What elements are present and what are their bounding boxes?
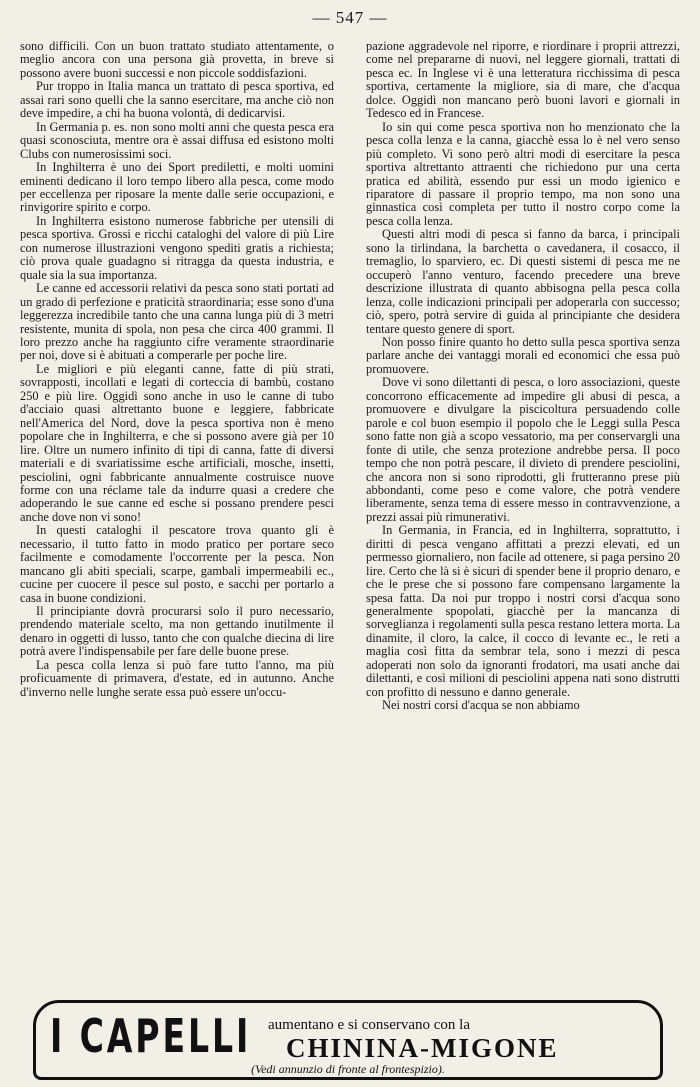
paragraph: Le canne ed accessorii relativi da pesca sono stati portati ad un grado di perfezione e praticità straordinaria; esse sono d'una leggerezza incredibile tanto che una canna lunga più di 3 metri resistente, munita di spola, non pesa che circa 400 grammi. Il loro prezzo anche ha raggiunto cifre veramente straordinarie per noi, dove si è abituati a comperarle per poche lire. [20,281,334,363]
left-column [20,40,334,980]
right-column [366,40,680,980]
paragraph: Pur troppo in Italia manca un trattato di pesca sportiva, ed assai rari sono quelli che la sanno esercitare, ma anche ciò non deve impedire, a chi ha buona volontà, di dedicarvisi. [20,79,334,121]
ad-footnote: (Vedi annunzio di fronte al frontespizio). [251,1062,445,1076]
paragraph: In Inghilterra è uno dei Sport prediletti, e molti uomini eminenti dedicano il loro tempo libero alla pesca, come modo per eccellenza per riposare la mente dalle serie occupazioni, e rinvigorire spirito e corpo. [20,160,334,215]
ad-tagline: aumentano e si conservano con la [268,1017,471,1033]
paragraph: Dove vi sono dilettanti di pesca, o loro associazioni, queste concorrono efficacemente ad impedire gli abusi di pesca, a promuovere e divulgare la piscicoltura persuadendo colle parole e col buon esempio il popolo che le Leggi sulla Pesca sono fatte non già a scopo vessatorio, ma per conservargli una fonte di utile, che senza protezione andrebbe persa. Il poco tempo che non potrà pescare, il divieto di prendere pesciolini, che ancora non si sono riprodotti, gli frutteranno prese più abbondanti, come peso e come valore, che potrà vendere liberamente, senza tema di essere messo in contravvenzione, a prezzi assai più rimunerativi. [366,375,680,524]
paragraph: Non posso finire quanto ho detto sulla pesca sportiva senza parlare anche dei vantaggi morali ed economici che essa può promuovere. [366,334,680,376]
article-body [20,40,680,980]
paragraph: Nei nostri corsi d'acqua se non abbiamo [382,698,580,713]
paragraph: In Inghilterra esistono numerose fabbriche per utensili di pesca sportiva. Grossi e ricchi cataloghi del valore di più Lire con numerose illustrazioni vengono spediti gratis a richiesta; ciò prova quale guadagno si ritragga da questa industria, e quale sia la sua importanza. [20,213,334,282]
advertisement-banner [33,1000,663,1080]
paragraph: Io sin qui come pesca sportiva non ho menzionato che la pesca colla lenza e la canna, giacchè essa lo è nel vero senso più completo. Vi sono però altri modi di esercitare la pesca sportiva altrettanto attraenti che richiedono pur una certa pratica ed abilità, essendo pur essi un modo igienico e riparatore di passare il proprio tempo, ma non sono una ginnastica così completa per tutto il nostro corpo come la pesca colla lenza. [366,119,680,228]
paragraph: Il principiante dovrà procurarsi solo il puro necessario, prendendo materiale scelto, ma non gettando inutilmente il denaro in oggetti di lusso, tanto che con qualche diecina di lire potrà avere l'indispensabile per fare delle buone prese. [20,604,334,659]
paragraph: pazione aggradevole nel riporre, e riordinare i proprii attrezzi, come nel prepararne di nuovi, nel leggere giornali, trattati di pesca ec. In Inglese vi è una letteratura ricchissima di pesca sportiva, certamente la migliore, sia di mare, che d'acqua dolce. Oggidì non mancano però buoni lavori e giornali in Tedesco ed in Francese. [366,40,680,121]
paragraph: In questi cataloghi il pescatore trova quanto gli è necessario, il tutto fatto in modo pratico per portare seco facilmente e comodamente l'occorrente per la pesca. Non mancano gli abiti speciali, scarpe, gambali impermeabili ec., cucine per cuocere il pesce sul posto, e sacchi per portarlo a casa in buone condizioni. [20,523,334,605]
paragraph: Questi altri modi di pesca si fanno da barca, i principali sono la tirlindana, la barchetta o cavedanera, il cosacco, il tremaglio, lo sparviero, ec. Di questi sistemi di pesca me ne occuperò l'anno venturo, facendo precedere una breve descrizione illustrata di quanto abbisogna pella pesca colla lenza, colle indicazioni principali per adoperarla con successo; ciò, spero, potrà servire di guida al principiante che desidera tentare questo genere di sport. [366,227,680,336]
paragraph: sono difficili. Con un buon trattato studiato attentamente, o meglio ancora con una persona già provetta, in breve si possono avere buoni successi e non piccole soddisfazioni. [20,40,334,80]
ad-product-name: CHININA-MIGONE [286,1033,559,1063]
paragraph: In Germania p. es. non sono molti anni che questa pesca era quasi sconosciuta, mentre ora è assai diffusa ed esistono molti Clubs con numerosissimi soci. [20,119,334,161]
page-number: — 547 — [312,8,388,27]
ad-brand: I CAPELLI [50,1009,252,1063]
paragraph: In Germania, in Francia, ed in Inghilterra, soprattutto, i diritti di pesca vengano affittati a prezzi elevati, ed un permesso giornaliero, non facile ad ottenere, si paga persino 20 lire. Certo che là si è sicuri di spender bene il proprio denaro, e che le prese che si possono fare compensano largamente la spesa fatta. Da noi pur troppo i nostri corsi d'acqua sono generalmente spopolati, giacchè per la mancanza di sorveglianza i regolamenti sulla pesca restano lettera morta. La dinamite, il cloro, la calce, il cocco di levante ec., le reti a maglia così fitta da sembrar tela, sono i mezzi di pesca adoperati non solo da ignoranti frodatori, ma usati anche dai dilettanti, e così milioni di pesciolini appena nati sono distrutti con profitto di nessuno e danno generale. [366,523,680,699]
paragraph: La pesca colla lenza si può fare tutto l'anno, ma più proficuamente di primavera, d'estate, ed in autunno. Anche d'inverno nelle lunghe serate essa può essere un'occu- [20,657,334,699]
paragraph: Le migliori e più eleganti canne, fatte di più strati, sovrapposti, incollati e legati di corteccia di bambù, costano 250 e più lire. Oggidì sono anche in uso le canne di tubo d'acciaio quasi altrettanto buone e leggiere, fabbricate nell'America del Nord, dove la pesca sportiva non è meno popolare che in Inghilterra, e che si possono avere già per 10 lire. Oltre un numero infinito di tipi di canna, fatte di diversi materiali e di svariatissime esche artificiali, mosche, insetti, pesciolini, ogni fabbricante annualmente costruisce nuove forme con una réclame tale da indurre quasi a credere che adoperando le sue canne ed esche si possano prendere pesci anche dove non vi sono! [20,361,334,524]
